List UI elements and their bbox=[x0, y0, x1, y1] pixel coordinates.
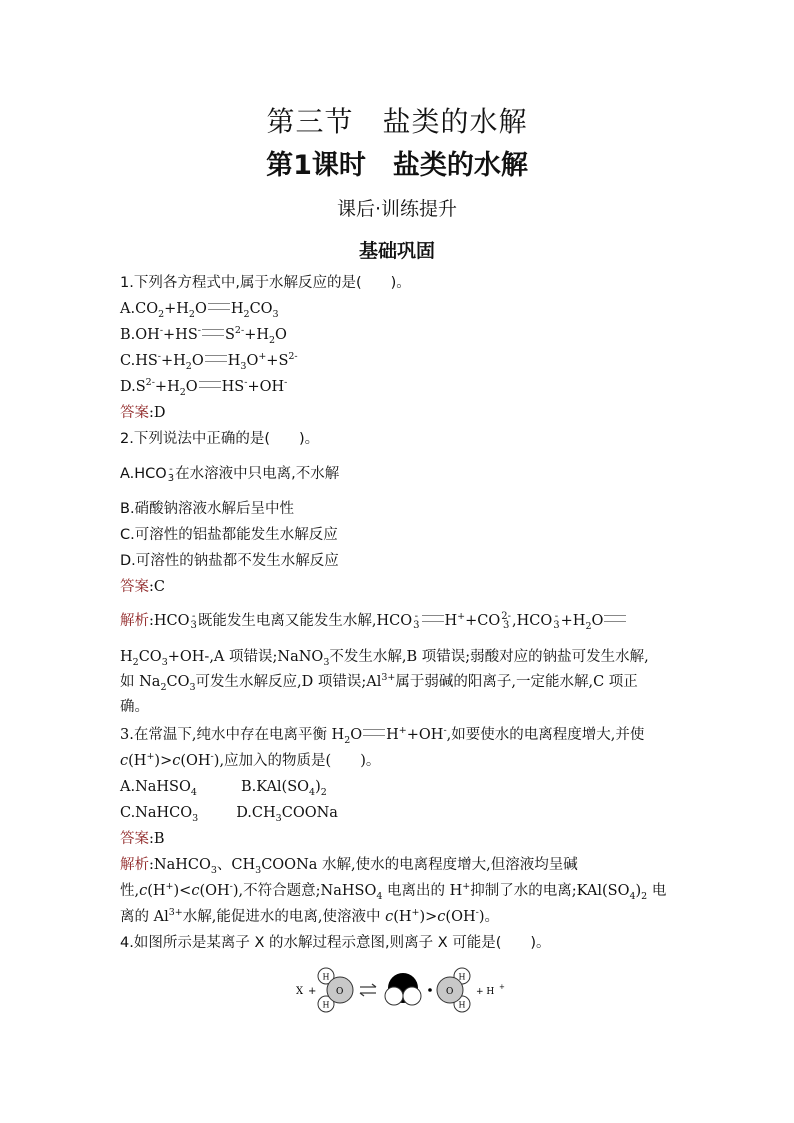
lesson-title: 第1课时 盐类的水解 bbox=[266, 150, 528, 181]
q2-explanation-line3: 如 $Na_2CO_3$可发生水解反应,D 项错误$;Al^{3+}$属于弱碱的阳离子,一定能水解,C 项正 bbox=[120, 672, 638, 693]
q1-stem: 1.下列各方程式中,属于水解反应的是( )。 bbox=[120, 275, 411, 291]
svg-text:H: H bbox=[322, 972, 330, 982]
q1-option-d: $D.S^{2-}+H_2O$ HS-+OH- bbox=[120, 377, 288, 398]
fig-x-label: X bbox=[296, 986, 304, 997]
q1-option-a: $A.CO_2+H_2O$ $H_2CO_3$ bbox=[120, 301, 279, 320]
q3-options-cd: C.NaHCO$_3$ $D.CH_3COONa$ bbox=[120, 805, 338, 824]
q2-stem: 2.下列说法中正确的是( )。 bbox=[120, 431, 320, 447]
q3-options-ab: A.NaHSO$_4$ $B.KAl(SO_4)_2$ bbox=[120, 779, 327, 798]
svg-text:+: + bbox=[499, 983, 505, 991]
fig-hplus-label: + H bbox=[476, 987, 495, 997]
q2-explanation-line2: $H_2CO_3+OH-,A$ 项错误;NaNO$_3$不发生水解,B 项错误;弱酸对应的钠盐可发生水解, bbox=[120, 649, 649, 668]
q1-answer: 答案:D bbox=[120, 405, 166, 421]
q2-option-c: C.可溶性的铝盐都能发生水解反应 bbox=[120, 527, 338, 543]
q3-explanation-line1: 解析:NaHCO$_3$、$CH_3COONa$ 水解,使水的电离程度增大,但溶液均呈碱 bbox=[120, 857, 578, 876]
section-title: 第三节 盐类的水解 bbox=[266, 105, 528, 138]
equilibrium-arrow-icon bbox=[360, 984, 376, 996]
q2-option-d: D.可溶性的钠盐都不发生水解反应 bbox=[120, 553, 339, 569]
svg-text:O: O bbox=[336, 987, 344, 997]
q2-explanation-line4: 确。 bbox=[120, 699, 149, 715]
q3-stem-line1: 3.在常温下,纯水中存在电离平衡 $H_2O$ H++OH-,如要使水的电离程度增大,并使 bbox=[120, 725, 645, 746]
q2-answer: 答案:C bbox=[120, 579, 165, 595]
fig-dot bbox=[428, 988, 432, 992]
fig-plus: + bbox=[308, 986, 317, 997]
q2-explanation-line1: 解析:HCO - 3 既能发生电离又能发生水解,HCO - 3 H++CO 2- 3 ,HCO - 3 $+H_2O$ bbox=[120, 612, 627, 630]
ion-x-bound bbox=[385, 973, 421, 1005]
water-molecule-right bbox=[437, 968, 470, 1012]
q4-stem: 4.如图所示是某离子 X 的水解过程示意图,则离子 X 可能是( )。 bbox=[120, 935, 551, 951]
svg-text:H: H bbox=[458, 972, 466, 982]
hydrolysis-diagram bbox=[290, 960, 510, 1020]
q3-stem-line2: c(H+)>c(OH-),应加入的物质是( )。 bbox=[120, 751, 381, 769]
q1-option-c: $C.HS^-+H_2O$ $H_3O^++S^{2-}$ bbox=[120, 351, 298, 372]
q3-explanation-line3: 离的 $Al^{3+}$水解,能促进水的电离,使溶液中 c(H+)>c(OH-)。 bbox=[120, 907, 499, 925]
q2-option-b: B.硝酸钠溶液水解后呈中性 bbox=[120, 501, 295, 517]
subtitle: 课后·训练提升 bbox=[336, 198, 458, 220]
q2-option-a: A.HCO - 3 在水溶液中只电离,不水解 bbox=[120, 464, 340, 484]
q3-answer: 答案:B bbox=[120, 831, 165, 847]
svg-text:H: H bbox=[458, 1000, 466, 1010]
svg-text:O: O bbox=[446, 987, 454, 997]
q1-option-b: B.OH-+HS- $S^{2-}+H_2O$ bbox=[120, 325, 287, 346]
svg-text:H: H bbox=[322, 1000, 330, 1010]
water-molecule-left bbox=[318, 968, 353, 1012]
part-heading: 基础巩固 bbox=[358, 240, 435, 262]
q3-explanation-line2: 性,c(H+)<c(OH-),不符合题意;NaHSO$_4$ 电离出的 H+抑制了水的电离$;KAl(SO_4)_2$ 电 bbox=[120, 881, 667, 902]
